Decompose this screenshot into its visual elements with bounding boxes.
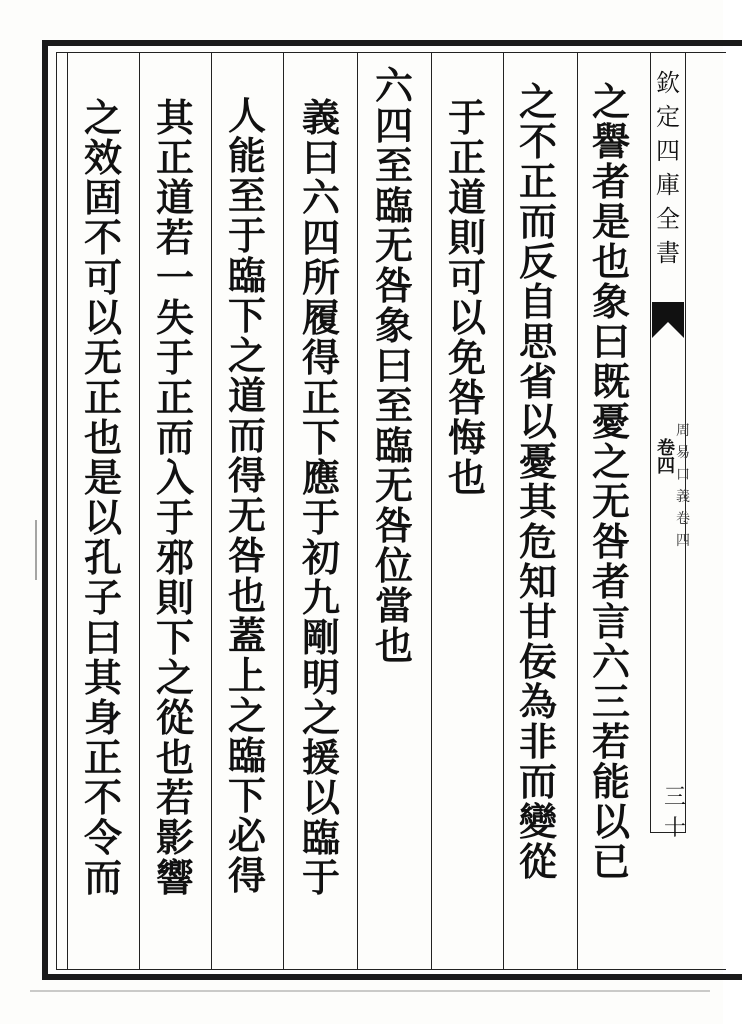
column-rule bbox=[67, 53, 68, 969]
glyph: 臨 bbox=[227, 733, 266, 778]
glyph: 則 bbox=[447, 215, 486, 260]
glyph: 義 bbox=[301, 95, 340, 140]
margin-title-char: 欽 bbox=[656, 69, 680, 97]
glyph: 而 bbox=[518, 199, 557, 244]
glyph: 以 bbox=[518, 399, 557, 444]
glyph: 者 bbox=[591, 559, 630, 604]
glyph: 可 bbox=[447, 255, 486, 300]
glyph: 知 bbox=[518, 559, 557, 604]
glyph: 是 bbox=[83, 455, 122, 500]
glyph: 至 bbox=[374, 383, 413, 428]
glyph: 危 bbox=[518, 519, 557, 564]
book-name-char: 口 bbox=[676, 467, 690, 483]
glyph: 應 bbox=[301, 455, 340, 500]
glyph: 譽 bbox=[591, 119, 630, 164]
glyph: 六 bbox=[301, 175, 340, 220]
column-rule bbox=[283, 53, 284, 969]
glyph: 也 bbox=[374, 623, 413, 668]
glyph: 一 bbox=[155, 255, 194, 300]
glyph: 其 bbox=[518, 479, 557, 524]
glyph: 效 bbox=[83, 135, 122, 180]
glyph: 咎 bbox=[374, 263, 413, 308]
glyph: 若 bbox=[591, 719, 630, 764]
text-column bbox=[80, 95, 126, 900]
glyph: 象 bbox=[374, 303, 413, 348]
glyph: 憂 bbox=[591, 399, 630, 444]
margin-title-char: 全 bbox=[656, 205, 680, 233]
glyph: 位 bbox=[374, 543, 413, 588]
glyph: 也 bbox=[227, 573, 266, 618]
glyph: 省 bbox=[518, 359, 557, 404]
glyph: 得 bbox=[301, 335, 340, 380]
glyph: 甘 bbox=[518, 599, 557, 644]
glyph: 而 bbox=[227, 413, 266, 458]
glyph: 既 bbox=[591, 359, 630, 404]
glyph: 之 bbox=[227, 693, 266, 738]
glyph: 也 bbox=[447, 455, 486, 500]
glyph: 悔 bbox=[447, 415, 486, 460]
glyph: 下 bbox=[155, 615, 194, 660]
glyph: 以 bbox=[83, 295, 122, 340]
glyph: 之 bbox=[83, 95, 122, 140]
glyph: 影 bbox=[155, 815, 194, 860]
page-number: 三十 bbox=[664, 785, 687, 841]
glyph: 能 bbox=[591, 759, 630, 804]
glyph: 從 bbox=[155, 695, 194, 740]
glyph: 也 bbox=[591, 239, 630, 284]
glyph: 剛 bbox=[301, 615, 340, 660]
glyph: 不 bbox=[83, 775, 122, 820]
glyph: 之 bbox=[591, 439, 630, 484]
glyph: 于 bbox=[155, 495, 194, 540]
glyph: 是 bbox=[591, 199, 630, 244]
glyph: 正 bbox=[155, 375, 194, 420]
glyph: 九 bbox=[301, 575, 340, 620]
glyph: 而 bbox=[83, 855, 122, 900]
glyph: 以 bbox=[591, 799, 630, 844]
glyph: 至 bbox=[374, 143, 413, 188]
glyph: 憂 bbox=[518, 439, 557, 484]
glyph: 象 bbox=[591, 279, 630, 324]
glyph: 正 bbox=[447, 135, 486, 180]
glyph: 也 bbox=[155, 735, 194, 780]
glyph: 曰 bbox=[374, 343, 413, 388]
volume-label: 卷四 bbox=[657, 438, 675, 477]
glyph: 以 bbox=[447, 295, 486, 340]
glyph: 下 bbox=[227, 293, 266, 338]
glyph: 當 bbox=[374, 583, 413, 628]
text-column bbox=[515, 79, 561, 884]
glyph: 正 bbox=[83, 735, 122, 780]
glyph: 臨 bbox=[374, 183, 413, 228]
glyph: 非 bbox=[518, 719, 557, 764]
glyph: 言 bbox=[591, 599, 630, 644]
glyph: 為 bbox=[518, 679, 557, 724]
glyph: 其 bbox=[83, 655, 122, 700]
glyph: 者 bbox=[591, 159, 630, 204]
glyph: 于 bbox=[227, 213, 266, 258]
glyph: 咎 bbox=[374, 503, 413, 548]
glyph: 上 bbox=[227, 653, 266, 698]
margin-title-char: 書 bbox=[656, 239, 680, 267]
glyph: 以 bbox=[83, 495, 122, 540]
glyph: 臨 bbox=[374, 423, 413, 468]
glyph: 无 bbox=[227, 493, 266, 538]
glyph: 令 bbox=[83, 815, 122, 860]
glyph: 无 bbox=[374, 223, 413, 268]
book-name-char: 卷 bbox=[676, 511, 690, 527]
glyph: 下 bbox=[227, 773, 266, 818]
book-name-char: 周 bbox=[676, 423, 690, 439]
column-rule bbox=[139, 53, 140, 969]
glyph: 四 bbox=[301, 215, 340, 260]
glyph: 失 bbox=[155, 295, 194, 340]
scan-stain bbox=[35, 520, 37, 580]
glyph: 之 bbox=[301, 695, 340, 740]
book-name-char: 義 bbox=[676, 489, 690, 505]
glyph: 人 bbox=[227, 93, 266, 138]
glyph: 可 bbox=[83, 255, 122, 300]
glyph: 履 bbox=[301, 295, 340, 340]
glyph: 不 bbox=[518, 119, 557, 164]
glyph: 邪 bbox=[155, 535, 194, 580]
glyph: 身 bbox=[83, 695, 122, 740]
glyph: 孔 bbox=[83, 535, 122, 580]
text-column bbox=[588, 79, 634, 884]
glyph: 道 bbox=[155, 175, 194, 220]
glyph: 之 bbox=[155, 655, 194, 700]
glyph: 必 bbox=[227, 813, 266, 858]
glyph: 道 bbox=[227, 373, 266, 418]
glyph: 咎 bbox=[591, 519, 630, 564]
glyph: 正 bbox=[155, 135, 194, 180]
glyph: 子 bbox=[83, 575, 122, 620]
glyph: 佞 bbox=[518, 639, 557, 684]
text-column bbox=[298, 95, 344, 900]
glyph: 援 bbox=[301, 735, 340, 780]
glyph: 臨 bbox=[227, 253, 266, 298]
glyph: 反 bbox=[518, 239, 557, 284]
glyph: 曰 bbox=[83, 615, 122, 660]
glyph: 免 bbox=[447, 335, 486, 380]
book-name-char: 四 bbox=[676, 533, 690, 549]
text-column bbox=[444, 95, 490, 500]
glyph: 明 bbox=[301, 655, 340, 700]
glyph: 能 bbox=[227, 133, 266, 178]
margin-title bbox=[653, 66, 683, 270]
glyph: 蓋 bbox=[227, 613, 266, 658]
glyph: 之 bbox=[591, 79, 630, 124]
glyph: 固 bbox=[83, 175, 122, 220]
glyph: 咎 bbox=[447, 375, 486, 420]
glyph: 思 bbox=[518, 319, 557, 364]
glyph: 下 bbox=[301, 415, 340, 460]
glyph: 其 bbox=[155, 95, 194, 140]
glyph: 自 bbox=[518, 279, 557, 324]
glyph: 三 bbox=[591, 679, 630, 724]
glyph: 于 bbox=[301, 495, 340, 540]
glyph: 正 bbox=[83, 375, 122, 420]
glyph: 若 bbox=[155, 775, 194, 820]
glyph: 以 bbox=[301, 775, 340, 820]
glyph: 六 bbox=[374, 63, 413, 108]
glyph: 无 bbox=[83, 335, 122, 380]
glyph: 无 bbox=[591, 479, 630, 524]
glyph: 之 bbox=[518, 79, 557, 124]
glyph: 六 bbox=[591, 639, 630, 684]
glyph: 不 bbox=[83, 215, 122, 260]
column-rule bbox=[577, 53, 578, 969]
glyph: 正 bbox=[301, 375, 340, 420]
glyph: 得 bbox=[227, 853, 266, 898]
glyph: 道 bbox=[447, 175, 486, 220]
column-rule bbox=[503, 53, 504, 969]
book-name-char: 易 bbox=[676, 445, 690, 461]
glyph: 響 bbox=[155, 855, 194, 900]
text-column bbox=[224, 93, 270, 898]
glyph: 之 bbox=[227, 333, 266, 378]
glyph: 也 bbox=[83, 415, 122, 460]
column-rule bbox=[357, 53, 358, 969]
fishtail-mark-icon bbox=[652, 302, 684, 338]
glyph: 曰 bbox=[591, 319, 630, 364]
glyph: 咎 bbox=[227, 533, 266, 578]
glyph: 則 bbox=[155, 575, 194, 620]
glyph: 于 bbox=[301, 855, 340, 900]
glyph: 至 bbox=[227, 173, 266, 218]
margin-title-char: 四 bbox=[656, 137, 680, 165]
glyph: 得 bbox=[227, 453, 266, 498]
glyph: 于 bbox=[155, 335, 194, 380]
glyph: 若 bbox=[155, 215, 194, 260]
margin-title-char: 定 bbox=[656, 103, 680, 131]
glyph: 于 bbox=[447, 95, 486, 140]
glyph: 正 bbox=[518, 159, 557, 204]
glyph: 變 bbox=[518, 799, 557, 844]
column-rule bbox=[431, 53, 432, 969]
text-column bbox=[371, 63, 417, 668]
scan-stain bbox=[30, 990, 710, 992]
glyph: 而 bbox=[155, 415, 194, 460]
glyph: 四 bbox=[374, 103, 413, 148]
glyph: 已 bbox=[591, 839, 630, 884]
text-column bbox=[152, 95, 198, 900]
glyph: 入 bbox=[155, 455, 194, 500]
glyph: 初 bbox=[301, 535, 340, 580]
glyph: 无 bbox=[374, 463, 413, 508]
glyph: 所 bbox=[301, 255, 340, 300]
glyph: 曰 bbox=[301, 135, 340, 180]
glyph: 從 bbox=[518, 839, 557, 884]
book-name bbox=[676, 420, 690, 549]
margin-title-char: 庫 bbox=[656, 171, 680, 199]
column-rule bbox=[211, 53, 212, 969]
glyph: 而 bbox=[518, 759, 557, 804]
glyph: 臨 bbox=[301, 815, 340, 860]
